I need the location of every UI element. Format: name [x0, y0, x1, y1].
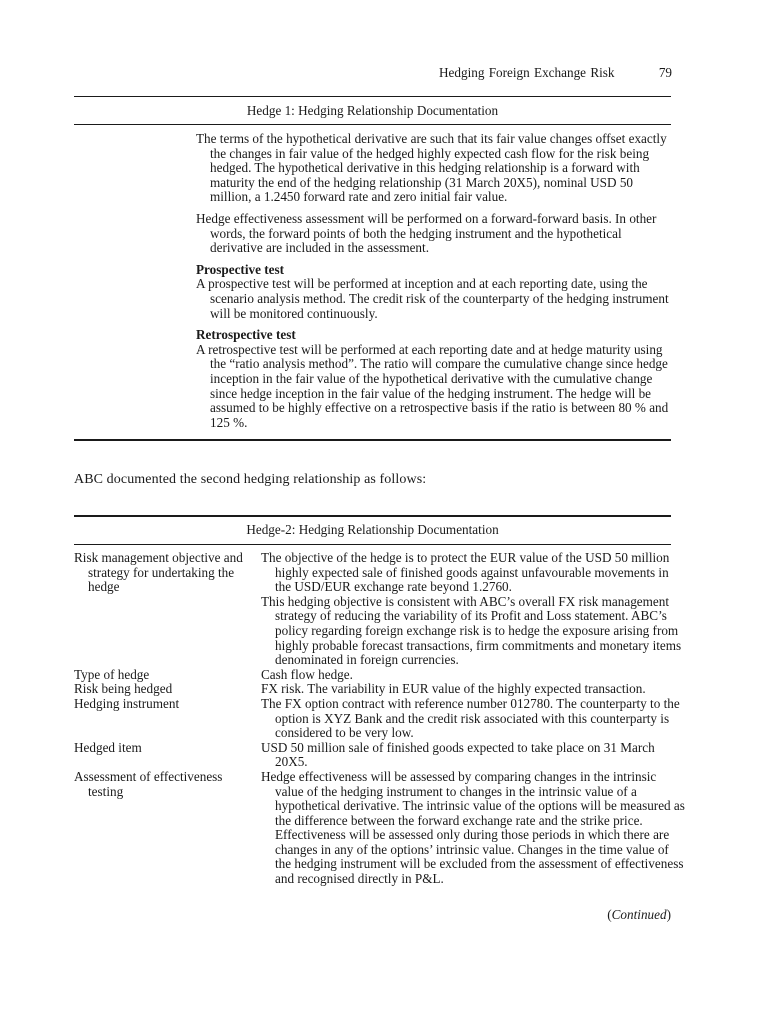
hedge1-body [196, 132, 672, 430]
table-row [74, 768, 685, 887]
page-number: 79 [658, 65, 672, 80]
hedge2-top-rule [74, 515, 671, 517]
hedge2-table-body [74, 550, 685, 887]
hedge1-caption: Hedge 1: Hedging Relationship Documentation [246, 103, 499, 118]
row-value-risk-objective [261, 551, 688, 668]
retrospective-text: A retrospective test will be performed at each reporting date and at hedge maturity using the “ratio analysis method”. The ratio will compare the cumulative change since hedge inception in the fair value of the hypothetical derivative with the cumulative change since hedge inception in the fair value of the hedging instrument. The hedge will be assumed to be highly effective on a retrospective basis if the ratio is between 80 % and 125 %. [196, 341, 669, 430]
table-row [74, 741, 674, 770]
row-label-risk-hedged: Risk being hedged [74, 681, 173, 697]
continued-note: (Continued) [607, 907, 671, 922]
row-value-type-of-hedge [261, 668, 688, 683]
table-row [74, 682, 674, 697]
table-row [74, 695, 680, 741]
row-label-effectiveness: Assessment of effectiveness testing [74, 768, 223, 799]
hedge1-para-forward-basis: Hedge effectiveness assessment will be performed on a forward-forward basis. In other words, the forward points of both the hedging instrument and the hypothetical derivative are included in the assessment. [196, 210, 657, 256]
table-row [74, 668, 674, 683]
running-header [439, 66, 672, 81]
prospective-heading: Prospective test [196, 261, 285, 277]
row-value-hedged-item [261, 741, 688, 770]
continued-label: Continued [611, 907, 667, 922]
table-row [74, 550, 682, 668]
intro-text: ABC documented the second hedging relationship as follows: [74, 472, 427, 487]
running-title: Hedging Foreign Exchange Risk [439, 65, 615, 80]
row-label-risk-objective: Risk management objective and strategy for undertaking the hedge [74, 550, 243, 595]
row-value-effectiveness [261, 770, 688, 887]
hedge2-caption: Hedge-2: Hedging Relationship Documentation [246, 522, 499, 537]
effectiveness-text: Hedge effectiveness will be assessed by comparing changes in the intrinsic value of the hedging instrument to changes in the intrinsic value of a hypothetical derivative. The intrinsic value of the options will be measured as the difference between the forward exchange rate and the strike price. Effectiveness will be assessed only during those periods in which there are changes in any of the options’ intrinsic value. Changes in the time value of the hedging instrument will be excluded from the assessment of effectiveness and recognised directly in P&L. [261, 768, 685, 887]
row-value-hedging-instrument [261, 697, 688, 741]
risk-hedged-text: FX risk. The variability in EUR value of the highly expected transaction. [261, 681, 646, 697]
hedging-instrument-text: The FX option contract with reference number 012780. The counterparty to the option is XYZ Bank and the credit risk associated with this counterparty is considered to be very low. [261, 695, 680, 741]
row-label-hedged-item: Hedged item [74, 739, 142, 755]
hedge1-top-rule [74, 96, 671, 97]
row-value-risk-hedged [261, 682, 688, 697]
row-label-type-of-hedge: Type of hedge [74, 666, 150, 682]
hedge1-caption-rule [74, 124, 671, 125]
type-of-hedge-text: Cash flow hedge. [261, 666, 353, 682]
prospective-text: A prospective test will be performed at inception and at each reporting date, using the scenario analysis method. The credit risk of the counterparty of the hedging instrument will be monitored continuously. [196, 276, 669, 321]
hedge1-bottom-rule [74, 439, 671, 441]
row-label-hedging-instrument: Hedging instrument [74, 695, 180, 711]
risk-objective-para-2: This hedging objective is consistent with ABC’s overall FX risk management strategy of reducing the variability of its Profit and Loss statement. ABC’s policy regarding foreign exchange risk is to hedge the exposure arising from highly probable forecast transactions, firm commitments and monetary items denominated in foreign currencies. [261, 593, 682, 668]
retrospective-heading: Retrospective test [196, 327, 296, 343]
hedged-item-text: USD 50 million sale of finished goods expected to take place on 31 March 20X5. [261, 739, 655, 770]
risk-objective-para-1: The objective of the hedge is to protect the EUR value of the USD 50 million highly expected sale of finished goods against unfavourable movements in the USD/EUR exchange rate beyond 1.2760. [261, 550, 670, 595]
hedge1-para-hypothetical: The terms of the hypothetical derivative are such that its fair value changes offset exactly the changes in fair value of the hedged highly expected cash flow for the risk being hedged. The hypothetical derivative in this hedging relationship is a forward with maturity the end of the hedging relationship (31 March 20X5), nominal USD 50 million, a 1.2450 forward rate and zero initial fair value. [196, 131, 667, 205]
hedge2-caption-rule [74, 544, 671, 545]
